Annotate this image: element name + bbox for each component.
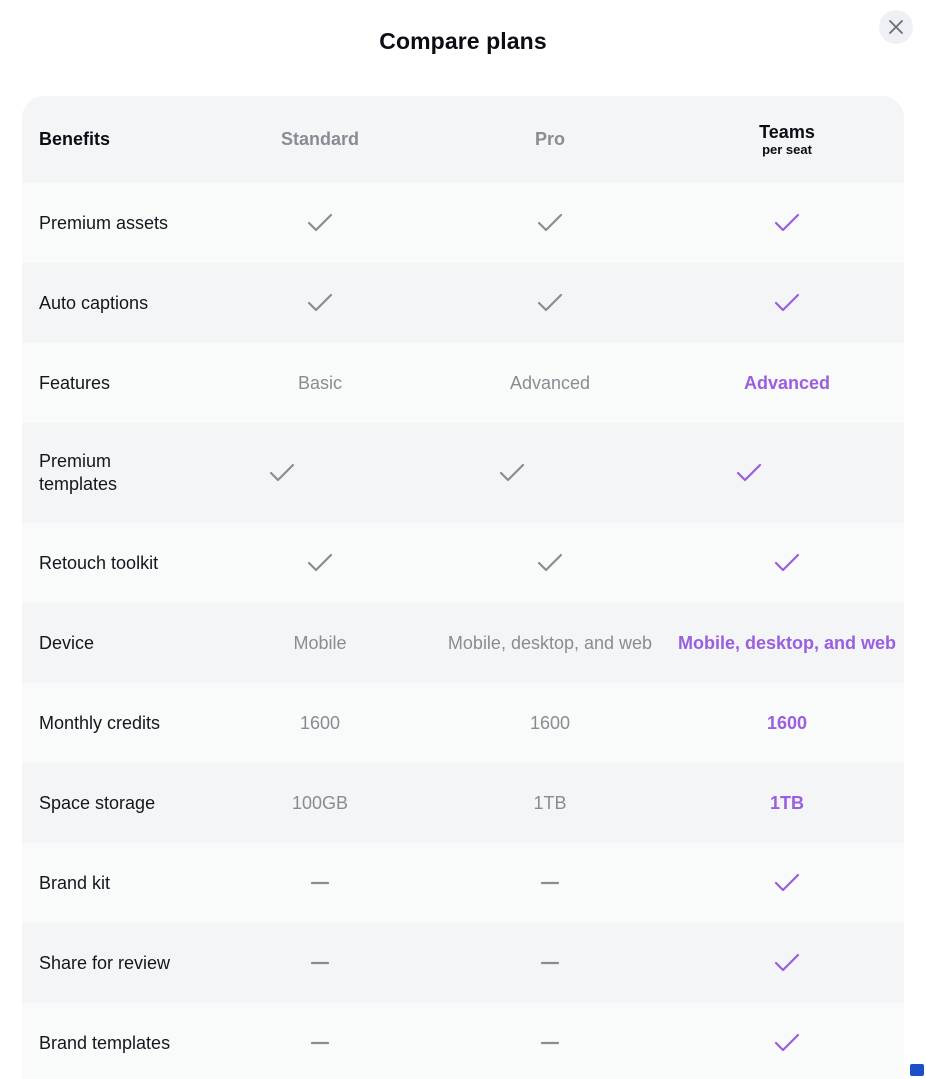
check-icon: [430, 553, 670, 573]
table-row: [22, 423, 904, 523]
cell-value-teams: Advanced: [743, 372, 831, 393]
comparison-table: [22, 96, 904, 1079]
cell-value-pro: Advanced: [509, 372, 591, 393]
table-row: [22, 1003, 904, 1079]
table-row: [22, 603, 904, 683]
corner-badge-icon: [910, 1064, 924, 1076]
check-icon: [670, 1033, 904, 1053]
check-icon: [670, 293, 904, 313]
header-teams-name: Teams: [759, 121, 815, 142]
check-icon: [670, 213, 904, 233]
row-label: Auto captions: [39, 292, 149, 313]
cell-value-teams: 1TB: [769, 792, 804, 813]
cell-value-standard: 100GB: [291, 792, 349, 813]
table-row: [22, 523, 904, 603]
row-label: Retouch toolkit: [39, 552, 159, 573]
header-standard: Standard: [280, 129, 359, 149]
header-teams-sub: per seat: [762, 141, 812, 157]
dash-icon: [210, 881, 430, 885]
table-row: [22, 843, 904, 923]
row-label: Brand kit: [39, 872, 111, 893]
row-label: Brand templates: [39, 1032, 171, 1053]
cell-value-standard: Basic: [297, 372, 342, 393]
dash-icon: [430, 961, 670, 965]
check-icon: [392, 463, 632, 483]
row-label: Premium templates: [39, 451, 118, 494]
check-icon: [670, 873, 904, 893]
close-icon: [888, 19, 904, 35]
table-row: [22, 263, 904, 343]
table-row: [22, 923, 904, 1003]
dash-icon: [430, 881, 670, 885]
cell-value-pro: 1600: [529, 712, 571, 733]
check-icon: [210, 213, 430, 233]
cell-value-pro: 1TB: [533, 792, 567, 813]
cell-value-teams: 1600: [766, 712, 808, 733]
cell-value-pro: Mobile, desktop, and web: [447, 632, 653, 653]
row-label: Space storage: [39, 792, 156, 813]
table-row: [22, 183, 904, 263]
row-label: Device: [39, 632, 95, 653]
table-header-row: [22, 96, 904, 183]
table-row: [22, 683, 904, 763]
header-teams: [670, 122, 904, 158]
row-label: Share for review: [39, 952, 171, 973]
check-icon: [430, 293, 670, 313]
check-icon: [670, 953, 904, 973]
page-title: Compare plans: [379, 28, 547, 54]
close-button[interactable]: [879, 10, 913, 44]
check-icon: [210, 293, 430, 313]
cell-value-standard: 1600: [299, 712, 341, 733]
row-label: Monthly credits: [39, 712, 161, 733]
check-icon: [172, 463, 392, 483]
dash-icon: [210, 1041, 430, 1045]
table-body: [22, 183, 904, 1079]
cell-value-teams: Mobile, desktop, and web: [677, 632, 897, 653]
dash-icon: [430, 1041, 670, 1045]
check-icon: [210, 553, 430, 573]
check-icon: [430, 213, 670, 233]
dash-icon: [210, 961, 430, 965]
header-benefits: Benefits: [39, 129, 111, 149]
cell-value-standard: Mobile: [293, 632, 347, 653]
row-label: Premium assets: [39, 212, 169, 233]
check-icon: [670, 553, 904, 573]
row-label: Features: [39, 372, 111, 393]
table-row: [22, 343, 904, 423]
check-icon: [632, 463, 866, 483]
header-pro: Pro: [534, 129, 565, 149]
table-row: [22, 763, 904, 843]
